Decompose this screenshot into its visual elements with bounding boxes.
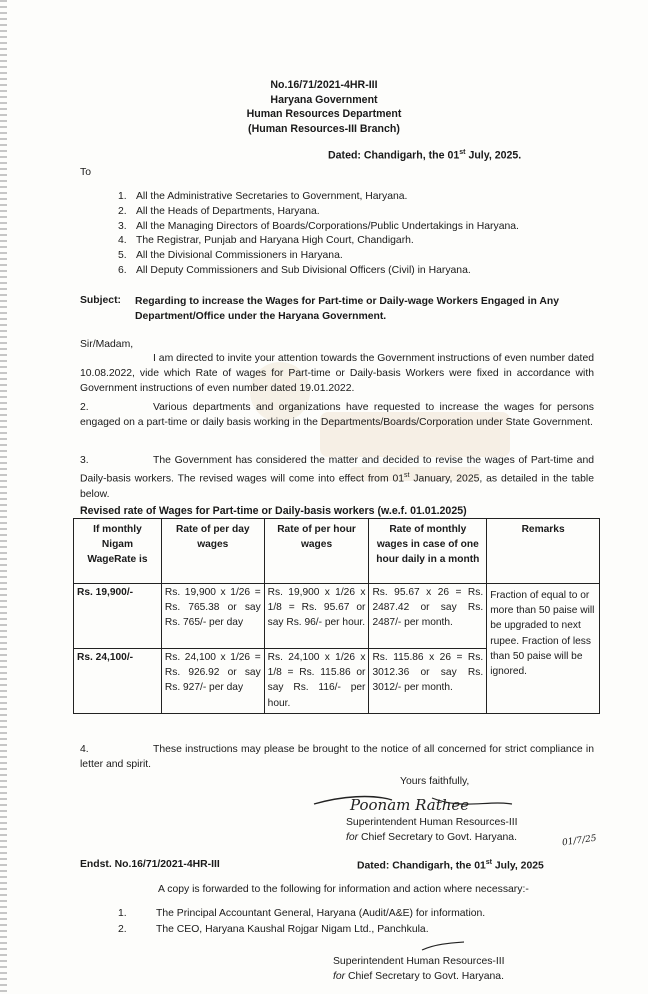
endorsement-designation: Superintendent Human Resources-III: [333, 956, 505, 967]
salutation: Sir/Madam,: [80, 339, 134, 350]
header-monthly: Rate of monthly wages in case of one hour daily in a month: [369, 519, 487, 584]
list-item: 4. The Registrar, Punjab and Haryana High Court, Chandigarh.: [118, 235, 414, 247]
endorsement-date: Dated: Chandigarh, the 01st July, 2025: [357, 859, 544, 872]
yours-faithfully: Yours faithfully,: [400, 776, 470, 787]
row-rate: Rs. 24,100/-: [74, 649, 162, 714]
addressee-list: [118, 190, 519, 279]
to-label: To: [80, 167, 91, 178]
row-monthly: Rs. 115.86 x 26 = Rs. 3012.36 or say Rs. 3012/- per month.: [369, 649, 487, 714]
table-caption: Revised rate of Wages for Part-time or Daily-basis workers (w.e.f. 01.01.2025): [80, 505, 467, 517]
list-item: 2. The CEO, Haryana Kaushal Rojgar Nigam Ltd., Panchkula.: [118, 923, 429, 935]
row-per-day: Rs. 19,900 x 1/26 = Rs. 765.38 or say Rs. 765/- per day: [161, 584, 264, 649]
row-per-day: Rs. 24,100 x 1/26 = Rs. 926.92 or say Rs. 927/- per day: [161, 649, 264, 714]
handwritten-date: 01/7/25: [561, 833, 598, 849]
table-header-row: [74, 519, 600, 584]
copy-recipient-list: [118, 906, 485, 937]
subject-label: Subject:: [80, 295, 121, 306]
branch-name: (Human Resources-III Branch): [248, 122, 400, 135]
signatory-for: for Chief Secretary to Govt. Haryana.: [346, 832, 517, 843]
subject-text: Regarding to increase the Wages for Part-time or Daily-wage Workers Engaged in Any Department/Office under the Haryana Government.: [135, 296, 559, 322]
header-per-day: Rate of per day wages: [161, 519, 264, 584]
table-row: [74, 584, 600, 649]
endorsement-for: for Chief Secretary to Govt. Haryana.: [333, 971, 504, 982]
department-name: Human Resources Department: [246, 108, 402, 120]
government-name: Haryana Government: [270, 93, 378, 106]
scan-edge-perforation: [0, 0, 7, 994]
signature: Poonam Rathee: [350, 796, 470, 814]
list-item: 3. All the Managing Directors of Boards/Corporations/Public Undertakings in Haryana.: [118, 220, 519, 232]
wages-table: [73, 518, 600, 714]
endorsement-ref: Endst. No.16/71/2021-4HR-III: [80, 859, 220, 870]
header-remarks: Remarks: [487, 519, 600, 584]
reference-number: No.16/71/2021-4HR-III: [270, 79, 378, 91]
list-item: 2. All the Heads of Departments, Haryana.: [118, 205, 320, 217]
header-per-hour: Rate of per hour wages: [264, 519, 369, 584]
endorsement-signatory: [333, 954, 505, 984]
remarks-cell: Fraction of equal to or more than 50 paise will be upgraded to next rupee. Fraction of less than 50 paise will be ignored.: [487, 584, 600, 714]
signatory-designation: Superintendent Human Resources-III: [346, 817, 518, 828]
list-item: 1. All the Administrative Secretaries to Government, Haryana.: [118, 191, 408, 202]
copy-forward-intro: A copy is forwarded to the following for information and action where necessary:-: [158, 884, 529, 895]
row-rate: Rs. 19,900/-: [74, 584, 162, 649]
header-nigam-rate: If monthly Nigam WageRate is: [74, 519, 162, 584]
paragraph-3: 3. The Government has considered the matter and decided to revise the wages of Part-time and Daily-basis workers. The revised wages will come into effect from 01st January, 2025, as detailed in the table below.: [80, 455, 594, 500]
row-monthly: Rs. 95.67 x 26 = Rs. 2487.42 or say Rs. 2487/- per month.: [369, 584, 487, 649]
list-item: 6. All Deputy Commissioners and Sub Divisional Officers (Civil) in Haryana.: [118, 264, 471, 276]
letter-header: [0, 78, 648, 136]
paragraph-1: I am directed to invite your attention towards the Government instructions of even number dated 10.08.2022, vide which Rate of wages for Part-time or Daily-basis Workers were fixed in accordance with Government instructions of even number dated 19.01.2022.: [80, 353, 594, 395]
list-item: 5. All the Divisional Commissioners in Haryana.: [118, 250, 343, 262]
row-per-hour: Rs. 24,100 x 1/26 x 1/8 = Rs. 115.86 or say Rs. 116/- per hour.: [264, 649, 369, 714]
paragraph-2: 2. Various departments and organizations have requested to increase the wages for persons engaged on a part-time or daily basis working in the Departments/Boards/Corporation under State Government.: [80, 402, 594, 429]
paragraph-4: 4. These instructions may please be brought to the notice of all concerned for strict compliance in letter and spirit.: [80, 744, 594, 771]
signatory-block: [346, 815, 518, 845]
list-item: 1. The Principal Accountant General, Haryana (Audit/A&E) for information.: [118, 908, 486, 919]
row-per-hour: Rs. 19,900 x 1/26 x 1/8 = Rs. 95.67 or say Rs. 96/- per hour.: [264, 584, 369, 649]
initials-scribble: [420, 940, 466, 954]
letter-date: Dated: Chandigarh, the 01st July, 2025.: [328, 149, 522, 162]
